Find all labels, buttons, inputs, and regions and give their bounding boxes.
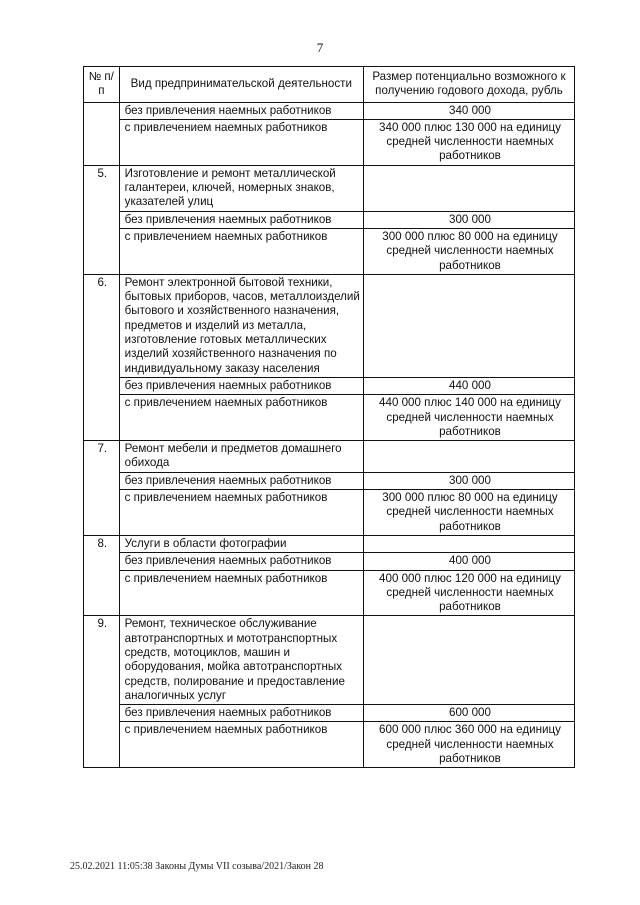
income-amount: 600 000 плюс 360 000 на единицу средней численности наемных работников xyxy=(363,722,574,768)
row-number: 7. xyxy=(84,441,120,536)
header-activity: Вид предпринимательской деятельности xyxy=(119,67,363,103)
header-amount: Размер потенциально возможного к получению годового дохода, рубль xyxy=(363,67,574,103)
subcategory-row xyxy=(84,377,575,394)
subcategory-row xyxy=(84,705,575,722)
income-amount: 600 000 xyxy=(363,705,574,722)
employment-condition: без привлечения наемных работников xyxy=(119,553,363,570)
employment-condition: без привлечения наемных работников xyxy=(119,472,363,489)
row-number: 8. xyxy=(84,535,120,615)
income-amount xyxy=(363,274,574,377)
activity-name: Ремонт, техническое обслуживание автотранспортных и мототранспортных средств, мотоциклов, машин и оборудования, мойка автотранспортных средств, полирование и предоставление аналогичных услуг xyxy=(119,616,363,705)
employment-condition: с привлечением наемных работников xyxy=(119,722,363,768)
activity-name: Ремонт электронной бытовой техники, бытовых приборов, часов, металлоизделий бытового и хозяйственного назначения, предметов и изделий из металла, изготовление готовых металлических изделий хозяйственного назначения по индивидуальному заказу населения xyxy=(119,274,363,377)
activity-row xyxy=(84,535,575,552)
income-amount xyxy=(363,616,574,705)
activity-row xyxy=(84,441,575,473)
income-amount: 340 000 плюс 130 000 на единицу средней численности наемных работников xyxy=(363,119,574,165)
subcategory-row xyxy=(84,553,575,570)
income-amount xyxy=(363,165,574,211)
activity-name: Ремонт мебели и предметов домашнего обихода xyxy=(119,441,363,473)
activity-name: Изготовление и ремонт металлической галантереи, ключей, номерных знаков, указателей улиц xyxy=(119,165,363,211)
page-number: 7 xyxy=(316,40,324,55)
income-amount: 400 000 xyxy=(363,553,574,570)
header-num: № п/п xyxy=(84,67,120,103)
income-amount: 300 000 xyxy=(363,211,574,228)
employment-condition: без привлечения наемных работников xyxy=(119,377,363,394)
row-number: 6. xyxy=(84,274,120,440)
employment-condition: без привлечения наемных работников xyxy=(119,705,363,722)
subcategory-row xyxy=(84,102,575,119)
income-amount: 300 000 xyxy=(363,472,574,489)
table-header-row xyxy=(84,67,575,103)
income-amount: 300 000 плюс 80 000 на единицу средней численности наемных работников xyxy=(363,228,574,274)
employment-condition: с привлечением наемных работников xyxy=(119,395,363,441)
income-table xyxy=(83,66,575,768)
income-amount: 340 000 xyxy=(363,102,574,119)
employment-condition: без привлечения наемных работников xyxy=(119,102,363,119)
activity-row xyxy=(84,616,575,705)
row-number: 9. xyxy=(84,616,120,768)
activity-name: Услуги в области фотографии xyxy=(119,535,363,552)
row-number: 5. xyxy=(84,165,120,274)
subcategory-row xyxy=(84,119,575,165)
employment-condition: без привлечения наемных работников xyxy=(119,211,363,228)
employment-condition: с привлечением наемных работников xyxy=(119,228,363,274)
employment-condition: с привлечением наемных работников xyxy=(119,119,363,165)
subcategory-row xyxy=(84,395,575,441)
income-amount xyxy=(363,441,574,473)
subcategory-row xyxy=(84,490,575,536)
income-amount: 440 000 плюс 140 000 на единицу средней численности наемных работников xyxy=(363,395,574,441)
document-footer: 25.02.2021 11:05:38 Законы Думы VII созыва/2021/Закон 28 xyxy=(70,861,324,872)
activity-row xyxy=(84,274,575,377)
income-amount: 400 000 плюс 120 000 на единицу средней численности наемных работников xyxy=(363,570,574,616)
income-amount: 300 000 плюс 80 000 на единицу средней численности наемных работников xyxy=(363,490,574,536)
income-amount xyxy=(363,535,574,552)
employment-condition: с привлечением наемных работников xyxy=(119,490,363,536)
subcategory-row xyxy=(84,722,575,768)
subcategory-row xyxy=(84,472,575,489)
employment-condition: с привлечением наемных работников xyxy=(119,570,363,616)
row-number xyxy=(84,102,120,165)
subcategory-row xyxy=(84,570,575,616)
activity-row xyxy=(84,165,575,211)
subcategory-row xyxy=(84,211,575,228)
income-amount: 440 000 xyxy=(363,377,574,394)
subcategory-row xyxy=(84,228,575,274)
